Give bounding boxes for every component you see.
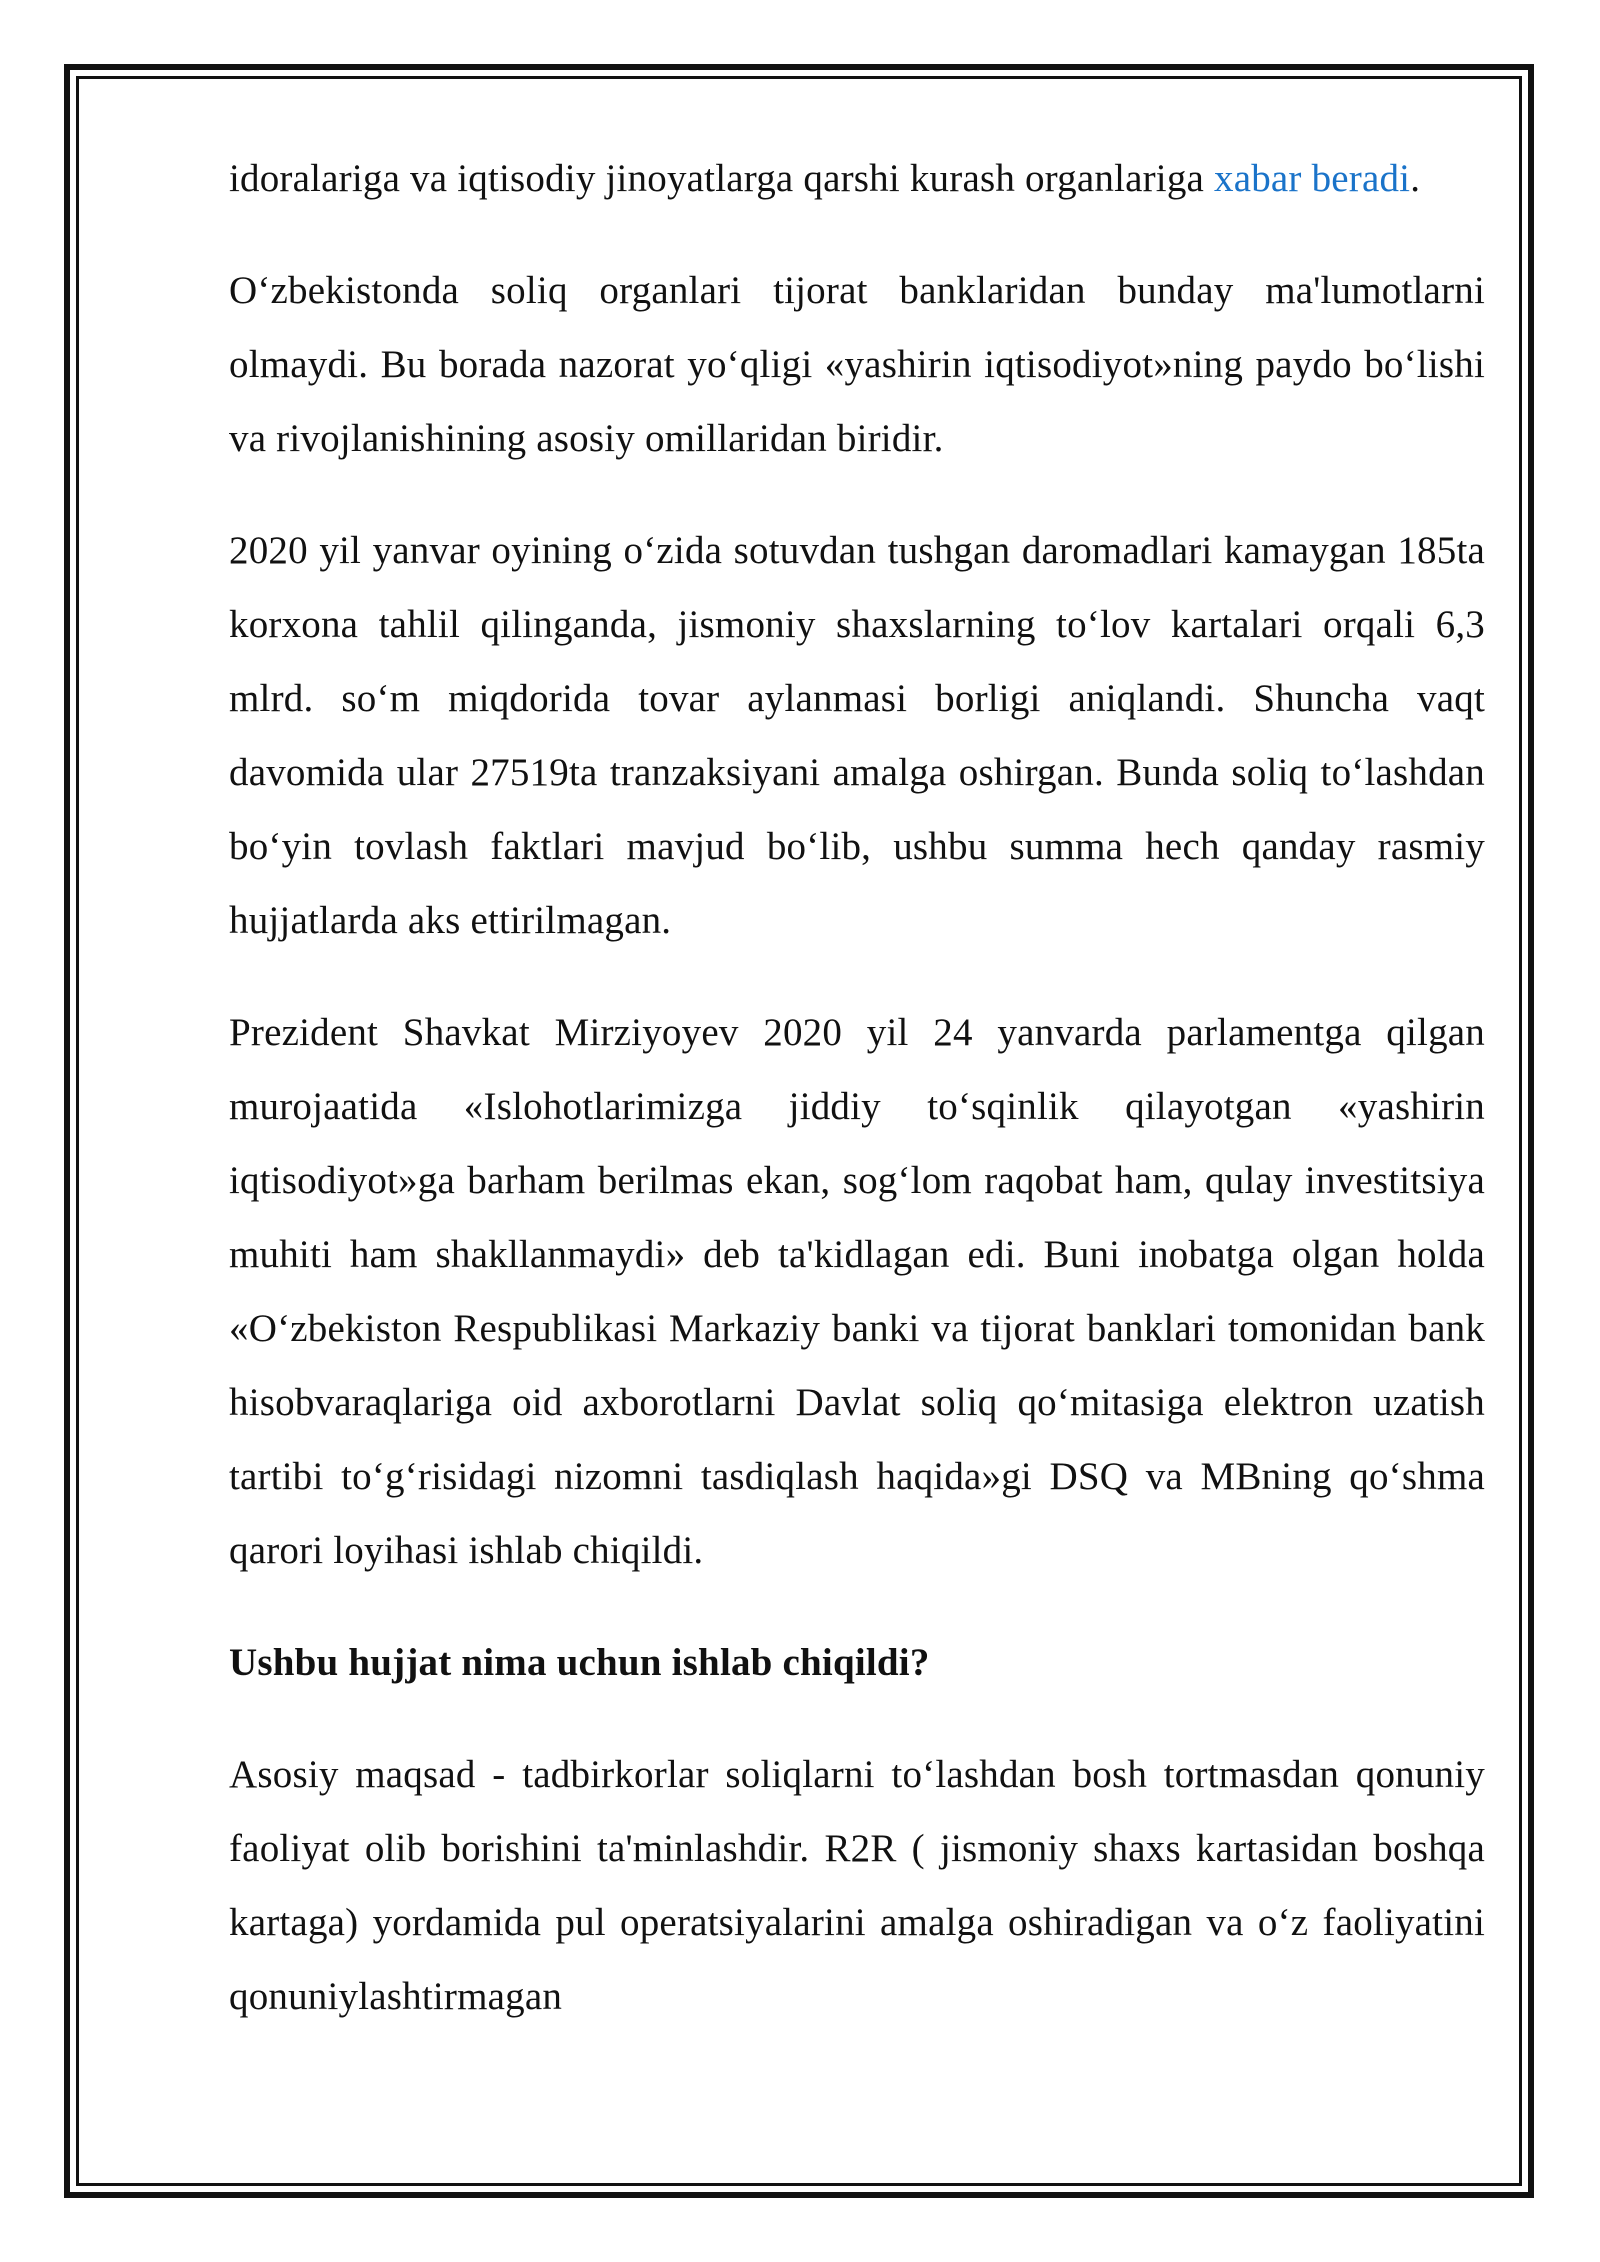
xabar-beradi-link[interactable]: xabar beradi: [1214, 157, 1411, 200]
paragraph-1-text: idoralariga va iqtisodiy jinoyatlarga qarshi kurash organlariga: [229, 157, 1215, 200]
paragraph-1: [229, 142, 1485, 216]
paragraph-5: Asosiy maqsad - tadbirkorlar soliqlarni to‘lashdan bosh tortmasdan qonuniy faoliyat olib borishini ta'minlashdir. R2R ( jismoniy shaxs kartasidan boshqa kartaga) yordamida pul operatsiyalarini amalga oshiradigan va o‘z faoliyatini qonuniylashtirmagan: [229, 1753, 1485, 2018]
document-body: [229, 142, 1485, 2034]
paragraph-1-end: .: [1410, 157, 1421, 200]
paragraph-3: 2020 yil yanvar oyining o‘zida sotuvdan tushgan daromadlari kamaygan 185ta korxona tahlil qilinganda, jismoniy shaxslarning to‘lov kartalari orqali 6,3 mlrd. so‘m miqdorida tovar aylanmasi borligi aniqlandi. Shuncha vaqt davomida ular 27519ta tranzaksiyani amalga oshirgan. Bunda soliq to‘lashdan bo‘yin tovlash faktlari mavjud bo‘lib, ushbu summa hech qanday rasmiy hujjatlarda aks ettirilmagan.: [229, 529, 1485, 942]
paragraph-4: Prezident Shavkat Mirziyoyev 2020 yil 24 yanvarda parlamentga qilgan murojaatida «Islohotlarimizga jiddiy to‘sqinlik qilayotgan «yashirin iqtisodiyot»ga barham berilmas ekan, sog‘lom raqobat ham, qulay investitsiya muhiti ham shakllanmaydi» deb ta'kidlagan edi. Buni inobatga olgan holda «O‘zbekiston Respublikasi Markaziy banki va tijorat banklari tomonidan bank hisobvaraqlariga oid axborotlarni Davlat soliq qo‘mitasiga elektron uzatish tartibi to‘g‘risidagi nizomni tasdiqlash haqida»gi DSQ va MBning qo‘shma qarori loyihasi ishlab chiqildi.: [229, 1011, 1485, 1572]
paragraph-2: O‘zbekistonda soliq organlari tijorat banklaridan bunday ma'lumotlarni olmaydi. Bu borada nazorat yo‘qligi «yashirin iqtisodiyot»ning paydo bo‘lishi va rivojlanishining asosiy omillaridan biridir.: [229, 269, 1485, 460]
section-heading: Ushbu hujjat nima uchun ishlab chiqildi?: [229, 1641, 930, 1684]
